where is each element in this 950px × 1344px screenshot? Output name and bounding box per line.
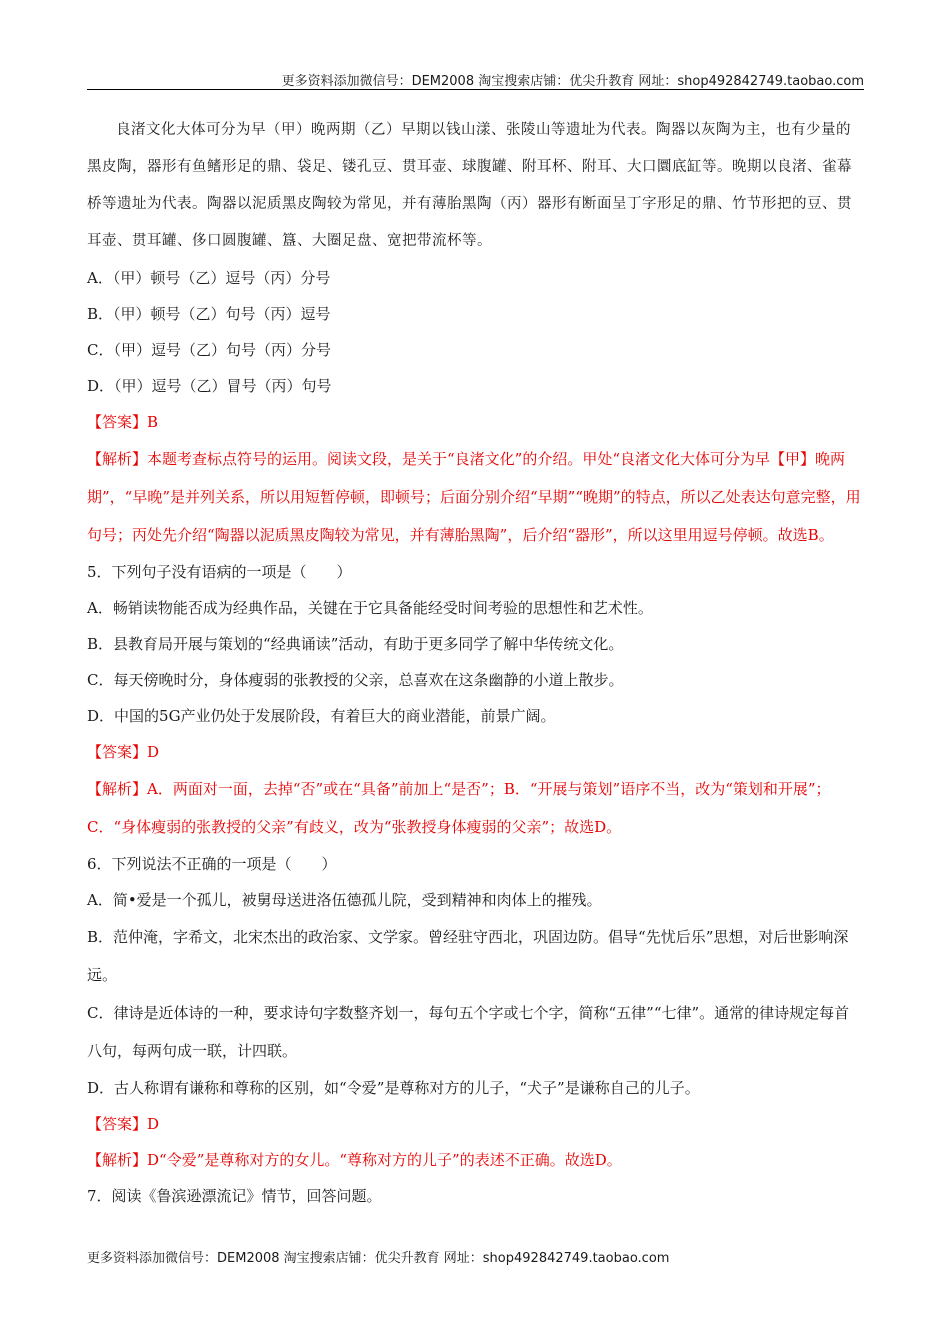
q5-analysis: 【解析】A．两面对一面，去掉“否”或在“具备”前加上“是否”；B．“开展与策划”语序不当，改为“策划和开展”；C．“身体瘦弱的张教授的父亲”有歧义，改为“张教授身体瘦弱的父亲”；故选D。 xyxy=(87,780,831,836)
q7-stem: 7．阅读《鲁滨逊漂流记》情节，回答问题。 xyxy=(87,1187,382,1205)
q6-analysis: 【解析】D“令爱”是尊称对方的女儿。“尊称对方的儿子”的表述不正确。故选D。 xyxy=(87,1151,622,1169)
q6-answer: 【答案】D xyxy=(87,1115,160,1133)
q4-option-a: A．（甲）顿号（乙）逗号（丙）分号 xyxy=(87,269,331,287)
q5-answer: 【答案】D xyxy=(87,743,160,761)
page-footer: 更多资料添加微信号：DEM2008 淘宝搜索店铺：优尖升教育 网址：shop492842749.taobao.com xyxy=(87,1251,670,1266)
q6-option-d: D．古人称谓有谦称和尊称的区别，如“令爱”是尊称对方的儿子，“犬子”是谦称自己的儿子。 xyxy=(87,1079,700,1097)
q6-stem: 6．下列说法不正确的一项是（ ） xyxy=(87,855,337,873)
q4-option-b: B．（甲）顿号（乙）句号（丙）逗号 xyxy=(87,305,331,323)
header-divider xyxy=(87,89,864,90)
q5-option-c: C．每天傍晚时分，身体瘦弱的张教授的父亲，总喜欢在这条幽静的小道上散步。 xyxy=(87,671,624,689)
q4-option-c: C．（甲）逗号（乙）句号（丙）分号 xyxy=(87,341,331,359)
q5-option-d: D．中国的5G产业仍处于发展阶段，有着巨大的商业潜能，前景广阔。 xyxy=(87,707,556,725)
page-content xyxy=(87,112,863,1214)
page-header: 更多资料添加微信号：DEM2008 淘宝搜索店铺：优尖升教育 网址：shop492842749.taobao.com xyxy=(281,74,864,89)
q4-answer: 【答案】B xyxy=(87,413,159,431)
q4-option-d: D．（甲）逗号（乙）冒号（丙）句号 xyxy=(87,377,332,395)
q5-option-a: A．畅销读物能否成为经典作品，关键在于它具备能经受时间考验的思想性和艺术性。 xyxy=(87,599,653,617)
q6-option-a: A．简•爱是一个孤儿，被舅母送进洛伍德孤儿院，受到精神和肉体上的摧残。 xyxy=(87,891,602,909)
q5-stem: 5．下列句子没有语病的一项是（ ） xyxy=(87,563,352,581)
q4-analysis: 【解析】本题考查标点符号的运用。阅读文段，是关于“良渚文化”的介绍。甲处“良渚文化大体可分为早【甲】晚两期”，“早晚”是并列关系，所以用短暂停顿，即顿号；后面分别介绍“早期”“晚期”的特点，所以乙处表达句意完整，用句号；丙处先介绍“陶器以泥质黑皮陶较为常见，并有薄胎黑陶”，后介绍“器形”，所以这里用逗号停顿。故选B。 xyxy=(87,450,861,544)
q6-option-b: B．范仲淹，字希文，北宋杰出的政治家、文学家。曾经驻守西北，巩固边防。倡导“先忧后乐”思想，对后世影响深远。 xyxy=(87,928,849,984)
reading-passage: 良渚文化大体可分为早（甲）晚两期（乙）早期以钱山漾、张陵山等遗址为代表。陶器以灰陶为主，也有少量的黑皮陶，器形有鱼鳍形足的鼎、袋足、镂孔豆、贯耳壶、球腹罐、附耳杯、附耳、大口圜底缸等。晚期以良渚、雀幕桥等遗址为代表。陶器以泥质黑皮陶较为常见，并有薄胎黑陶（丙）器形有断面呈丁字形足的鼎、竹节形把的豆、贯耳壶、贯耳罐、侈口圆腹罐、簋、大圈足盘、宽把带流杯等。 xyxy=(87,122,852,249)
q5-option-b: B．县教育局开展与策划的“经典诵读”活动，有助于更多同学了解中华传统文化。 xyxy=(87,635,624,653)
q6-option-c: C．律诗是近体诗的一种，要求诗句字数整齐划一，每句五个字或七个字，简称“五律”“七律”。通常的律诗规定每首八句，每两句成一联，计四联。 xyxy=(87,1004,850,1060)
